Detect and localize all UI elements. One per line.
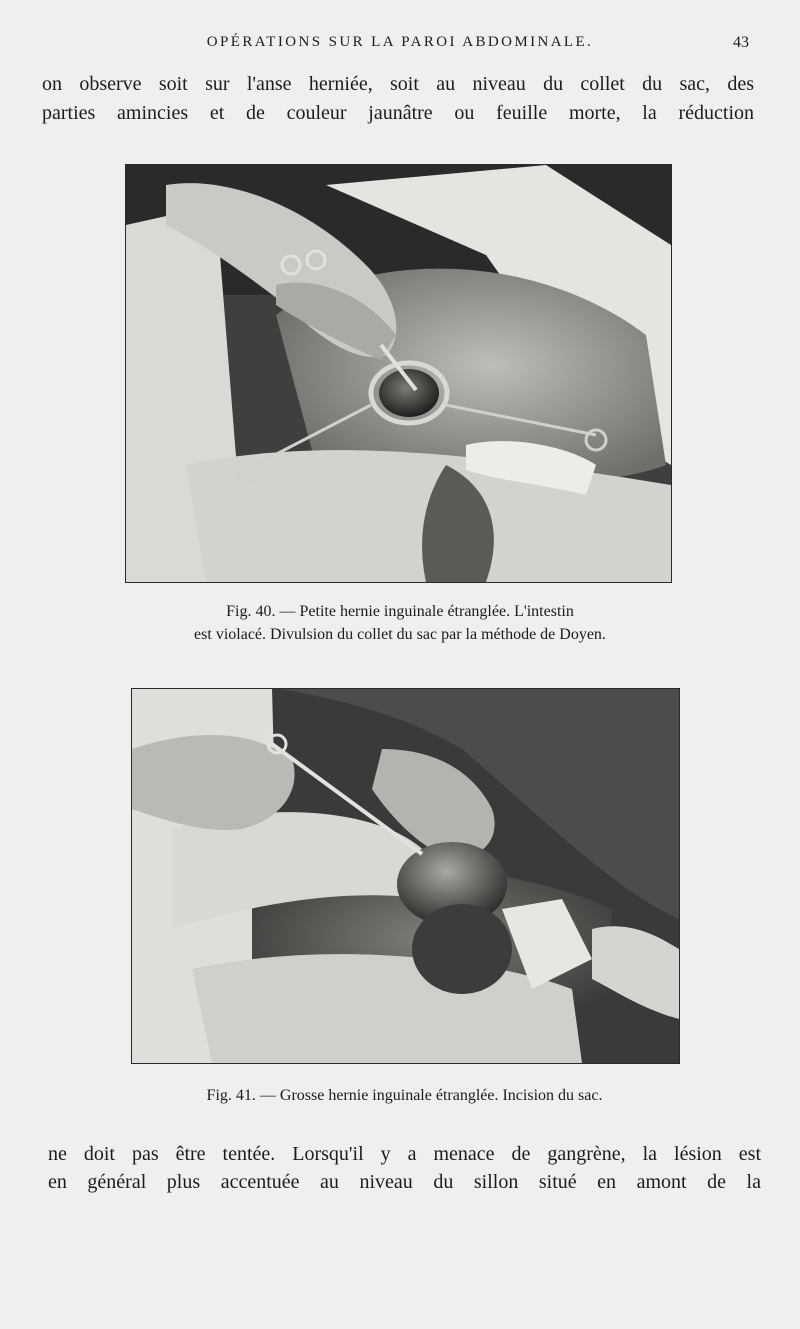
figure-40-image (126, 165, 671, 582)
figure-41-image (132, 689, 679, 1063)
body-text-line: parties amincies et de couleur jaunâtre ou feuille morte, la réduction (42, 102, 754, 124)
body-text-line: on observe soit sur l'anse herniée, soit au niveau du collet du sac, des (42, 73, 754, 95)
figure-40-photograph (125, 164, 672, 583)
figure-40-caption-line: Fig. 40. — Petite hernie inguinale étranglée. L'intestin (226, 603, 574, 620)
figure-40-caption-line: est violacé. Divulsion du collet du sac par la méthode de Doyen. (194, 626, 606, 643)
body-text-line: ne doit pas être tentée. Lorsqu'il y a menace de gangrène, la lésion est (48, 1143, 761, 1165)
running-title: OPÉRATIONS SUR LA PAROI ABDOMINALE. (206, 34, 594, 50)
figure-41-photograph (131, 688, 680, 1064)
figure-41-caption: Fig. 41. — Grosse hernie inguinale étranglée. Incision du sac. (206, 1087, 603, 1104)
body-text-line: en général plus accentuée au niveau du sillon situé en amont de la (48, 1171, 761, 1193)
page-number: 43 (733, 34, 749, 51)
